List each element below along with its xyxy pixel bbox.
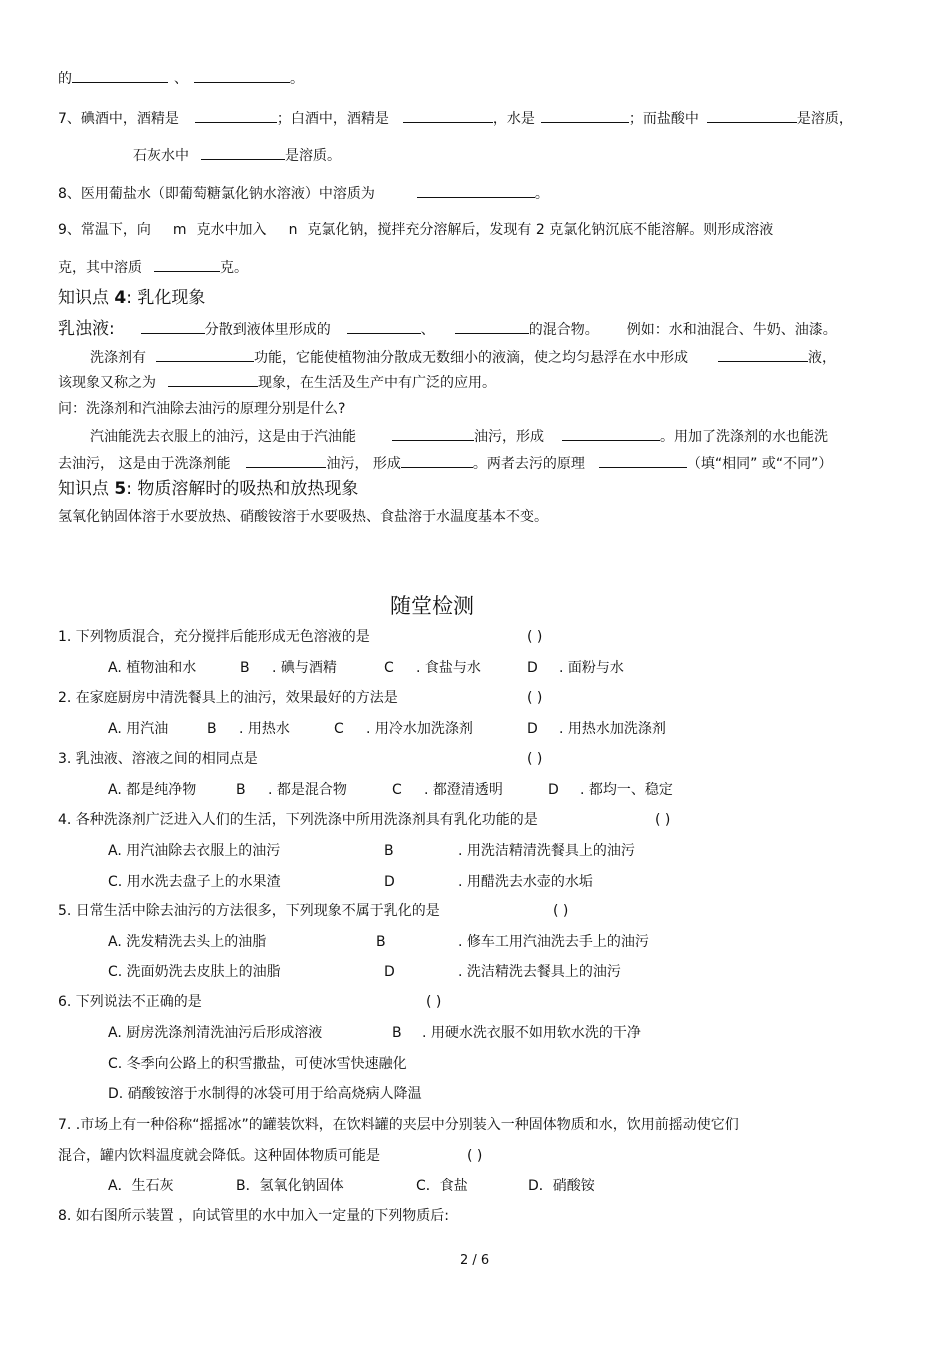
option-b-label: B	[236, 782, 246, 798]
text: ，水是	[492, 111, 535, 127]
answer-blank	[718, 347, 808, 362]
answer-blank	[201, 145, 285, 160]
answer-blank	[403, 108, 493, 123]
answer-blank	[246, 453, 326, 468]
question-9	[58, 221, 773, 239]
text: 8、医用葡盐水（即葡萄糖氯化钠水溶液）中溶质为	[58, 186, 375, 202]
text: 5. 日常生活中除去油污的方法很多，下列现象不属于乳化的是	[58, 903, 440, 919]
text: 7、碘酒中，酒精是	[58, 111, 179, 127]
text: 克氯化钠，搅拌充分溶解后，发现有 2 克氯化钠沉底不能溶解。则形成溶液	[307, 222, 774, 238]
answer-blank	[417, 183, 535, 198]
gasoline-line	[90, 426, 828, 446]
text: 油污， 形成	[326, 456, 401, 472]
option-a: A. 植物油和水	[108, 660, 197, 676]
text: 是溶质，	[796, 111, 853, 127]
detergent-line	[90, 347, 836, 367]
text: 是溶质。	[285, 148, 341, 164]
option-d-label: D	[384, 874, 395, 890]
text: 4	[114, 288, 127, 308]
answer-blank	[541, 108, 629, 123]
quiz-question-8: 8. 如右图所示装置 ，向试管里的水中加入一定量的下列物质后:	[58, 1208, 449, 1224]
option-d: . 面粉与水	[559, 660, 624, 676]
text: 去油污， 这是由于洗涤剂能	[58, 456, 231, 472]
text: : 乳化现象	[126, 288, 206, 308]
answer-blank	[154, 257, 220, 272]
section-heading	[58, 479, 358, 499]
option-b: . 用洗洁精清洗餐具上的油污	[458, 843, 635, 859]
option-d: D. 硝酸铵溶于水制得的冰袋可用于给高烧病人降温	[108, 1086, 422, 1102]
text: 1. 下列物质混合，充分搅拌后能形成无色溶液的是	[58, 629, 370, 645]
option-b-label: B	[207, 721, 217, 737]
option-a: A. 用汽油	[108, 721, 169, 737]
option-d: . 用热水加洗涤剂	[559, 721, 666, 737]
option-c: C. 用水洗去盘子上的水果渣	[108, 874, 281, 890]
text: 知识点	[58, 479, 109, 499]
answer-paren: ( )	[553, 903, 569, 919]
option-b-label: B	[240, 660, 250, 676]
answer-blank	[401, 453, 473, 468]
text: 。两者去污的原理	[472, 456, 585, 472]
option-b-label: B	[392, 1025, 402, 1041]
quiz-question-3	[58, 750, 258, 768]
option-b: . 修车工用汽油洗去手上的油污	[458, 934, 649, 950]
text: 功能，它能使植物油分散成无数细小的液滴，使之均匀悬浮在水中形成	[254, 350, 688, 366]
text: : 物质溶解时的吸热和放热现象	[126, 479, 359, 499]
option-b: . 用硬水洗衣服不如用软水洗的干净	[422, 1025, 641, 1041]
answer-blank	[599, 453, 687, 468]
option-d-label: D	[384, 964, 395, 980]
answer-paren: ( )	[527, 629, 543, 645]
question-7-cont	[133, 145, 341, 165]
answer-blank	[392, 426, 474, 441]
option-b: . 用热水	[239, 721, 290, 737]
text: 汽油能洗去衣服上的油污，这是由于汽油能	[90, 429, 356, 445]
option-d: . 都均一、稳定	[580, 782, 673, 798]
text: 。	[290, 71, 304, 87]
text-line	[58, 68, 304, 88]
text: n	[288, 222, 298, 238]
option-c: . 食盐与水	[416, 660, 481, 676]
question-9-cont	[58, 257, 248, 277]
option-c: . 都澄清透明	[424, 782, 503, 798]
option-c: . 用冷水加洗涤剂	[366, 721, 473, 737]
question-7	[58, 108, 853, 128]
quiz-question-1	[58, 628, 370, 646]
question-8	[58, 183, 549, 203]
quiz-question-7-cont: 混合，罐内饮料温度就会降低。这种固体物质可能是	[58, 1148, 380, 1164]
text: 分散到液体里形成的	[204, 322, 331, 338]
text: 该现象又称之为	[58, 375, 156, 391]
text: 洗涤剂有	[90, 350, 146, 366]
option-a: A. 洗发精洗去头上的油脂	[108, 934, 267, 950]
page-number: 2 / 6	[460, 1253, 490, 1268]
text: 5	[114, 479, 127, 499]
option-d-label: D	[548, 782, 559, 798]
kp5-text: 氢氧化钠固体溶于水要放热、硝酸铵溶于水要吸热、食盐溶于水温度基本不变。	[58, 509, 548, 525]
text: 2. 在家庭厨房中清洗餐具上的油污，效果最好的方法是	[58, 690, 398, 706]
quiz-question-4	[58, 811, 538, 829]
text: （填“相同” 或“不同”）	[686, 456, 833, 472]
quiz-question-5	[58, 902, 440, 920]
detergent-line-2	[58, 372, 496, 392]
option-c-label: C	[384, 660, 394, 676]
text: 9、常温下，向	[58, 222, 151, 238]
answer-paren: ( )	[426, 994, 442, 1010]
option-d-label: D	[527, 660, 538, 676]
quiz-question-2	[58, 689, 398, 707]
text: 乳浊液:	[58, 319, 115, 339]
option-a: A．生石灰	[108, 1178, 174, 1194]
option-d: . 用醋洗去水壶的水垢	[458, 874, 593, 890]
answer-paren: ( )	[467, 1148, 483, 1164]
option-d-label: D	[527, 721, 538, 737]
question-text: 问：洗涤剂和汽油除去油污的原理分别是什么?	[58, 401, 346, 417]
option-a: A. 用汽油除去衣服上的油污	[108, 843, 281, 859]
option-c: C．食盐	[416, 1178, 468, 1194]
option-b: . 碘与酒精	[272, 660, 337, 676]
text: 。	[534, 186, 549, 202]
quiz-question-6	[58, 993, 202, 1011]
option-c: C. 洗面奶洗去皮肤上的油脂	[108, 964, 281, 980]
answer-paren: ( )	[527, 690, 543, 706]
option-c-label: C	[334, 721, 344, 737]
text: 油污，形成	[474, 429, 544, 445]
text: 、	[420, 322, 435, 338]
text: 的	[58, 71, 72, 87]
option-b-label: B	[376, 934, 386, 950]
text: m	[172, 222, 187, 238]
option-b: . 都是混合物	[268, 782, 347, 798]
text: 克，其中溶质	[58, 260, 142, 276]
answer-paren: ( )	[527, 751, 543, 767]
text: 知识点	[58, 288, 109, 308]
text: ；白酒中，酒精是	[276, 111, 389, 127]
answer-paren: ( )	[655, 812, 671, 828]
option-a: A. 厨房洗涤剂清洗油污后形成溶液	[108, 1025, 323, 1041]
answer-blank	[707, 108, 797, 123]
emulsion-definition	[58, 319, 837, 339]
answer-blank	[195, 108, 277, 123]
text: 的混合物。	[528, 322, 599, 338]
text: 克水中加入	[196, 222, 267, 238]
text: 石灰水中	[133, 148, 189, 164]
text: 4. 各种洗涤剂广泛进入人们的生活，下列洗涤中所用洗涤剂具有乳化功能的是	[58, 812, 538, 828]
text: 6. 下列说法不正确的是	[58, 994, 202, 1010]
text: 3. 乳浊液、溶液之间的相同点是	[58, 751, 258, 767]
gasoline-line-2	[58, 453, 832, 473]
option-b: B．氢氧化钠固体	[236, 1178, 344, 1194]
text: 克。	[220, 260, 248, 276]
answer-blank	[194, 68, 290, 83]
section-title: 随堂检测	[390, 594, 474, 618]
option-d: . 洗洁精洗去餐具上的油污	[458, 964, 621, 980]
answer-blank	[168, 372, 258, 387]
option-a: A. 都是纯净物	[108, 782, 197, 798]
text: 例如：水和油混合、牛奶、油漆。	[626, 322, 837, 338]
option-c-label: C	[392, 782, 402, 798]
answer-blank	[72, 68, 168, 83]
answer-blank	[455, 319, 529, 334]
answer-blank	[347, 319, 421, 334]
section-heading	[58, 288, 205, 308]
text: ；而盐酸中	[628, 111, 699, 127]
quiz-question-7: 7. .市场上有一种俗称“摇摇冰”的罐装饮料，在饮料罐的夹层中分别装入一种固体物质和水，饮用前摇动使它们	[58, 1117, 739, 1133]
option-b-label: B	[384, 843, 394, 859]
answer-blank	[141, 319, 205, 334]
text: 现象，在生活及生产中有广泛的应用。	[258, 375, 496, 391]
option-d: D．硝酸铵	[528, 1178, 595, 1194]
text: 。用加了洗涤剂的水也能洗	[660, 429, 828, 445]
text: 、	[174, 71, 188, 87]
text: 液，	[808, 350, 836, 366]
answer-blank	[562, 426, 660, 441]
answer-blank	[156, 347, 254, 362]
option-c: C. 冬季向公路上的积雪撒盐，可使冰雪快速融化	[108, 1056, 407, 1072]
